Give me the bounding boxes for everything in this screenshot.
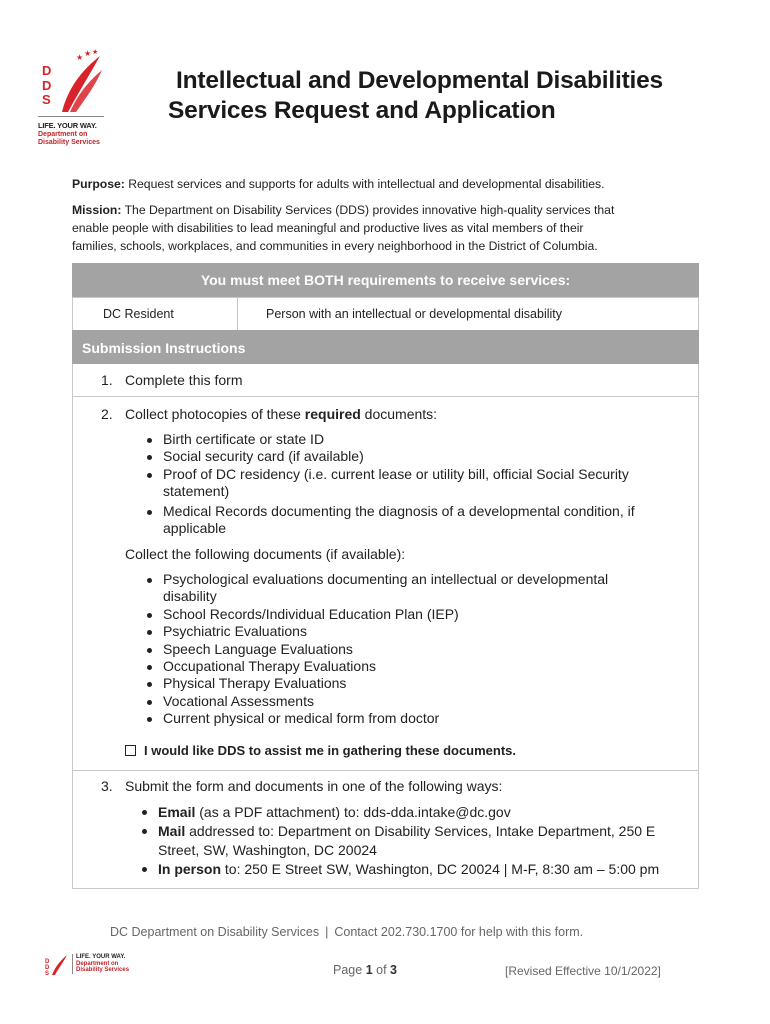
- step-2-number: 2.: [101, 406, 113, 422]
- step-1-number: 1.: [101, 372, 113, 388]
- page-total: 3: [390, 963, 397, 977]
- mission-paragraph: Mission: The Department on Disability Services (DDS) provides innovative high-quality services that enable people with disabilities to lead meaningful and productive lives as vital members of their families, schools, workplaces, and communities in every neighborhood in the District of Columbia.: [72, 203, 615, 253]
- assist-checkbox[interactable]: [125, 745, 136, 756]
- svg-text:★: ★: [76, 53, 84, 62]
- revised-date: [Revised Effective 10/1/2022]: [505, 964, 661, 978]
- requirement-dc-resident: DC Resident: [103, 307, 174, 321]
- bullet-icon: [147, 438, 152, 443]
- list-item: Physical Therapy Evaluations: [163, 675, 608, 692]
- logo-letter-s: S: [42, 92, 51, 107]
- assist-checkbox-label: I would like DDS to assist me in gathering these documents.: [144, 743, 517, 758]
- submit-in-person-item: In person to: 250 E Street SW, Washington, DC 20024 | M-F, 8:30 am – 5:00 pm: [158, 860, 659, 879]
- bullet-icon: [147, 578, 152, 583]
- dds-logo: [36, 48, 116, 148]
- submit-mail-continuation: Street, SW, Washington, DC 20024: [158, 842, 377, 858]
- list-item: Medical Records documenting the diagnosis of a developmental condition, if: [163, 503, 635, 520]
- list-item: Social security card (if available): [163, 448, 635, 465]
- bullet-icon: [147, 665, 152, 670]
- submit-mail-item: Mail addressed to: Department on Disability Services, Intake Department, 250 E: [158, 822, 659, 841]
- svg-text:★: ★: [92, 49, 99, 56]
- list-item: Vocational Assessments: [163, 693, 608, 710]
- logo-tagline: LIFE. YOUR WAY.: [38, 121, 97, 130]
- purpose-paragraph: [72, 175, 702, 193]
- logo-org-name: Department on Disability Services: [38, 131, 100, 146]
- bullet-icon: [147, 648, 152, 653]
- bullet-icon: [142, 867, 147, 872]
- submit-methods-list: [158, 803, 659, 879]
- step-3-text: Submit the form and documents in one of the following ways:: [125, 778, 503, 794]
- list-item: Speech Language Evaluations: [163, 641, 608, 658]
- requirement-disability: Person with an intellectual or developmental disability: [266, 307, 562, 321]
- bullet-icon: [147, 455, 152, 460]
- footer-separator: |: [325, 925, 329, 939]
- page-current: 1: [365, 963, 373, 977]
- requirements-header: You must meet BOTH requirements to receive services:: [72, 263, 699, 297]
- logo-divider: [38, 116, 104, 117]
- bullet-icon: [147, 700, 152, 705]
- bullet-icon: [147, 682, 152, 687]
- svg-text:D: D: [45, 959, 50, 965]
- logo-letter-d1: D: [42, 63, 52, 78]
- requirements-row: [72, 297, 699, 331]
- requirements-divider: [237, 298, 238, 330]
- submission-header: Submission Instructions: [72, 330, 699, 364]
- title-line-1: Intellectual and Developmental Disabilities: [176, 67, 663, 94]
- submit-email-item: Email (as a PDF attachment) to: dds-dda.intake@dc.gov: [158, 803, 659, 822]
- step-1-text: Complete this form: [125, 372, 243, 388]
- list-item: School Records/Individual Education Plan (IEP): [163, 606, 608, 623]
- step-3-number: 3.: [101, 778, 113, 794]
- list-item: Birth certificate or state ID: [163, 431, 635, 448]
- page-indicator: Page 1 of 3: [333, 963, 397, 977]
- svg-text:S: S: [45, 971, 50, 975]
- list-item-continuation: applicable: [163, 520, 227, 537]
- document-title: [168, 66, 663, 126]
- bullet-icon: [142, 829, 147, 834]
- list-item: Psychiatric Evaluations: [163, 623, 608, 640]
- purpose-text: Request services and supports for adults with intellectual and developmental disabilities.: [124, 177, 605, 191]
- purpose-label: Purpose:: [72, 177, 125, 191]
- bullet-icon: [147, 473, 152, 478]
- svg-text:D: D: [45, 965, 50, 971]
- list-item: Occupational Therapy Evaluations: [163, 658, 608, 675]
- optional-list: [163, 571, 608, 728]
- mission-label: Mission:: [72, 203, 122, 217]
- step-1-cell: [72, 364, 699, 397]
- list-item: Proof of DC residency (i.e. current lease or utility bill, official Social Security: [163, 466, 635, 483]
- bullet-icon: [147, 717, 152, 722]
- svg-text:★: ★: [84, 49, 92, 58]
- footer-contact: [110, 925, 583, 939]
- bullet-icon: [147, 630, 152, 635]
- assist-checkbox-row[interactable]: [125, 742, 516, 759]
- bullet-icon: [147, 510, 152, 515]
- list-item-continuation: statement): [163, 483, 230, 500]
- footer-contact-text: Contact 202.730.1700 for help with this form.: [334, 925, 584, 939]
- footer-logo-tagline: LIFE. YOUR WAY.: [76, 954, 126, 960]
- logo-letter-d2: D: [42, 77, 52, 93]
- bullet-icon: [147, 613, 152, 618]
- step-2-cell: [72, 396, 699, 771]
- step-2-text: Collect photocopies of these required documents:: [125, 406, 438, 422]
- optional-intro: Collect the following documents (if available):: [125, 546, 406, 562]
- footer-org: DC Department on Disability Services: [110, 925, 320, 939]
- footer-logo: D D S LIFE. YOUR WAY. Department on Disability Services: [45, 954, 130, 975]
- list-item-continuation: disability: [163, 588, 217, 605]
- title-line-2: Services Request and Application: [168, 97, 556, 124]
- required-list: [163, 431, 635, 537]
- bullet-icon: [142, 810, 147, 815]
- footer-logo-mark-icon: [44, 953, 68, 975]
- list-item: Psychological evaluations documenting an intellectual or developmental: [163, 571, 608, 588]
- step-3-cell: [72, 770, 699, 889]
- list-item: Current physical or medical form from doctor: [163, 710, 608, 727]
- logo-swoosh-icon: [54, 48, 104, 114]
